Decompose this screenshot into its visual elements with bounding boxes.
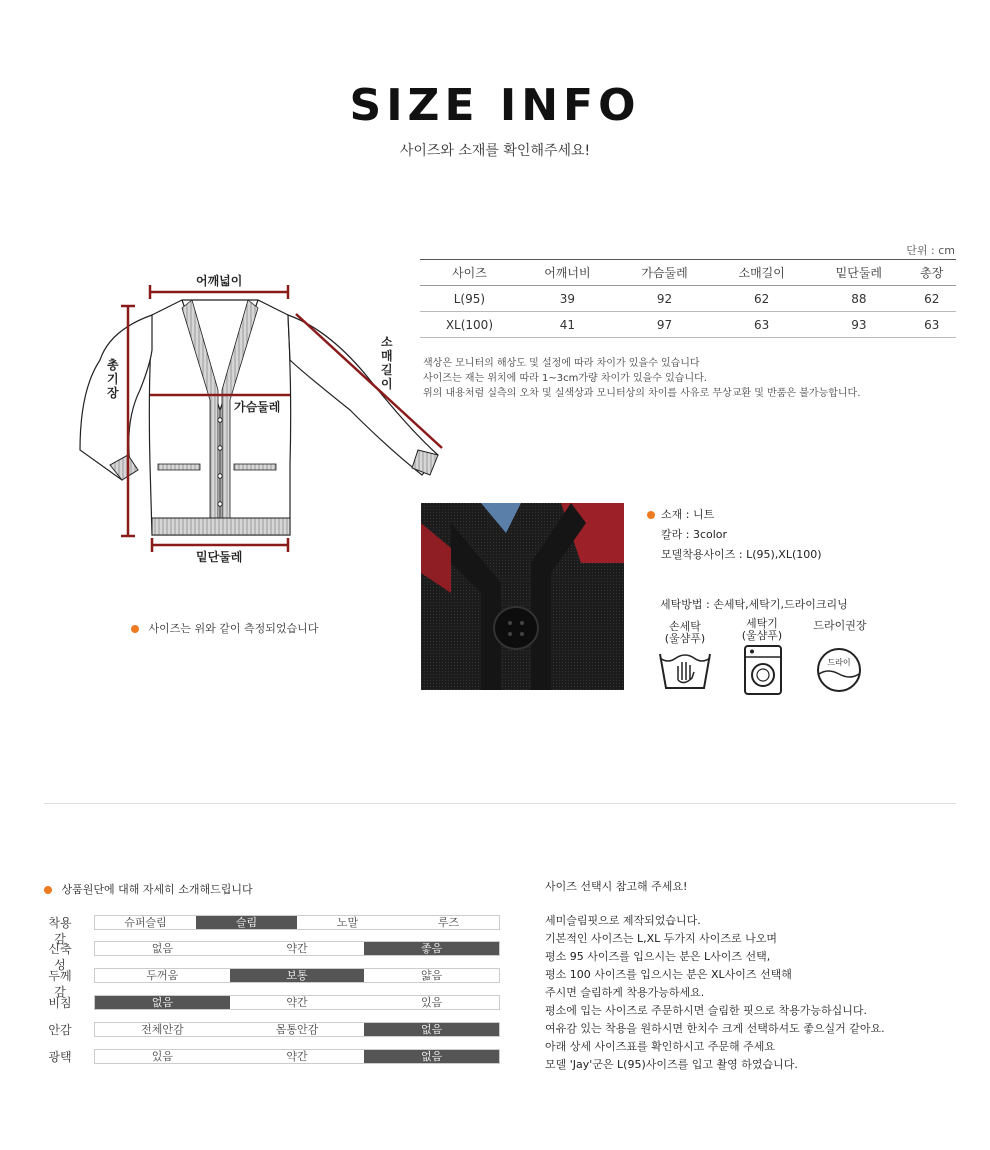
- scale-bar: [94, 1022, 500, 1037]
- scale-option: 얇음: [421, 969, 443, 982]
- hem-label: 밑단둘레: [196, 550, 243, 564]
- scale-option: 약간: [286, 942, 308, 955]
- scale-option-selected: 없음: [95, 996, 230, 1009]
- bullet-dot: [647, 511, 655, 519]
- table-cell: XL(100): [445, 317, 494, 332]
- scale-label: 안감: [48, 1023, 72, 1037]
- scale-option-selected: 보통: [230, 969, 365, 982]
- machine-wash-caption: 세탁기 (울샴푸): [741, 617, 783, 642]
- bullet-dot: [131, 625, 139, 633]
- guide-line: 평소 100 사이즈를 입으시는 분은 XL사이즈 선택해: [545, 968, 792, 981]
- fabric-heading-text: 상품원단에 대해 자세히 소개해드립니다: [61, 883, 253, 896]
- scale-bar: [94, 995, 500, 1010]
- scale-row: [44, 915, 504, 946]
- scale-option: 슈퍼슬림: [124, 916, 167, 929]
- guide-line: 주시면 슬림하게 착용가능하세요.: [545, 986, 705, 999]
- material-model-size: 모델착용사이즈 : L(95),XL(100): [661, 548, 822, 561]
- hand-wash-icon: [658, 648, 712, 692]
- guide-text: [545, 912, 885, 1074]
- chest-label: 가슴둘레: [234, 400, 281, 414]
- scale-option-selected: 슬림: [196, 916, 297, 929]
- unit-label: 단위 : cm: [906, 244, 955, 257]
- table-cell: L(95): [453, 291, 486, 306]
- guide-line: 여유감 있는 착용을 원하시면 한치수 크게 선택하셔도 좋으실거 같아요.: [545, 1022, 885, 1035]
- guide-line: 기본적인 사이즈는 L,XL 두가지 사이즈로 나오며: [545, 932, 778, 945]
- table-cell: 63: [754, 317, 770, 332]
- table-cell: 92: [656, 291, 673, 306]
- col-header: 어깨너비: [544, 266, 591, 280]
- cardigan-diagram: [70, 270, 460, 570]
- scale-option-selected: 없음: [364, 1050, 499, 1063]
- fabric-photo: [421, 503, 624, 690]
- scale-label: 비침: [48, 996, 72, 1010]
- dry-clean-icon-text: 드라이: [827, 658, 851, 667]
- scale-option: 없음: [151, 942, 173, 955]
- size-table-header: [420, 260, 956, 286]
- note-line: 색상은 모니터의 해상도 및 설정에 따라 차이가 있을수 있습니다: [423, 358, 700, 369]
- material-fabric: 소재 : 니트: [661, 508, 715, 521]
- scale-option: 약간: [286, 996, 308, 1009]
- guide-line: 평소에 입는 사이즈로 주문하시면 슬림한 핏으로 착용가능하십니다.: [545, 1004, 868, 1017]
- dry-clean-icon: [816, 647, 862, 693]
- col-header: 가슴둘레: [641, 266, 688, 280]
- guide-line: 모델 'Jay'군은 L(95)사이즈를 입고 촬영 하였습니다.: [545, 1058, 798, 1071]
- scale-row: [44, 995, 504, 1011]
- table-row: [420, 312, 956, 338]
- scale-label: 두께감: [48, 969, 72, 999]
- scale-row: [44, 968, 504, 999]
- table-cell: 62: [754, 291, 770, 306]
- scale-label: 신축성: [48, 942, 72, 972]
- shoulder-label: 어깨넓이: [196, 274, 243, 288]
- hand-wash-caption: 손세탁 (울샴푸): [664, 620, 706, 645]
- scale-bar: [94, 941, 500, 956]
- scale-bar: [94, 968, 500, 983]
- table-cell: 39: [559, 291, 576, 306]
- guide-line: 평소 95 사이즈를 입으시는 분은 L사이즈 선택,: [545, 950, 771, 963]
- guide-heading: 사이즈 선택시 참고해 주세요!: [545, 880, 688, 893]
- scale-bar: [94, 915, 500, 930]
- size-notes: [423, 356, 860, 401]
- material-color: 칼라 : 3color: [661, 528, 728, 541]
- length-label: 총기장: [107, 358, 119, 400]
- table-cell: 97: [656, 317, 673, 332]
- table-cell: 41: [559, 317, 576, 332]
- table-cell: 88: [851, 291, 867, 306]
- scale-option: 있음: [421, 996, 443, 1009]
- scale-label: 착용감: [48, 916, 72, 946]
- measure-note: [131, 620, 318, 636]
- table-row: [420, 286, 956, 312]
- col-header: 소매길이: [738, 266, 785, 280]
- bullet-dot: [44, 886, 52, 894]
- measure-note-text: 사이즈는 위와 같이 측정되었습니다: [148, 622, 319, 635]
- scale-option: 있음: [151, 1050, 173, 1063]
- guide-line: 아래 상세 사이즈표를 확인하시고 주문해 주세요: [545, 1040, 776, 1053]
- note-line: 사이즈는 재는 위치에 따라 1~3cm가량 차이가 있을수 있습니다.: [423, 373, 707, 384]
- scale-row: [44, 941, 504, 972]
- col-header: 밑단둘레: [835, 266, 883, 280]
- scale-row: [44, 1049, 504, 1065]
- scale-row: [44, 1022, 504, 1038]
- col-header: 총장: [920, 266, 944, 280]
- scale-option: 몸통안감: [275, 1023, 319, 1036]
- dry-clean-caption: 드라이권장: [813, 619, 867, 632]
- scale-label: 광택: [48, 1050, 72, 1064]
- scale-option: 전체안감: [141, 1023, 184, 1036]
- scale-option: 루즈: [437, 916, 460, 929]
- table-cell: 63: [924, 317, 940, 332]
- col-header: 사이즈: [452, 266, 487, 280]
- table-cell: 93: [851, 317, 867, 332]
- scale-bar: [94, 1049, 500, 1064]
- wash-method: 세탁방법 : 손세탁,세탁기,드라이크리닝: [660, 598, 848, 611]
- sleeve-label: 소매길이: [381, 335, 393, 391]
- guide-line: 세미슬림핏으로 제작되었습니다.: [545, 914, 701, 927]
- page-title: SIZE INFO: [349, 80, 641, 131]
- divider: [44, 803, 956, 804]
- fabric-heading: [44, 881, 253, 897]
- scale-option: 두꺼움: [146, 969, 179, 982]
- scale-option-selected: 없음: [364, 1023, 499, 1036]
- note-line: 위의 내용처럼 실측의 오차 및 실색상과 모니터상의 차이를 사유로 무상교환 및 반품은 불가능합니다.: [423, 388, 861, 399]
- scale-option: 약간: [286, 1050, 308, 1063]
- page-subtitle: 사이즈와 소재를 확인해주세요!: [399, 143, 591, 159]
- table-cell: 62: [924, 291, 940, 306]
- scale-option-selected: 좋음: [364, 942, 499, 955]
- washing-machine-icon: [744, 645, 782, 695]
- scale-option: 노말: [336, 916, 359, 929]
- size-table: [420, 259, 956, 338]
- material-info: [647, 505, 822, 565]
